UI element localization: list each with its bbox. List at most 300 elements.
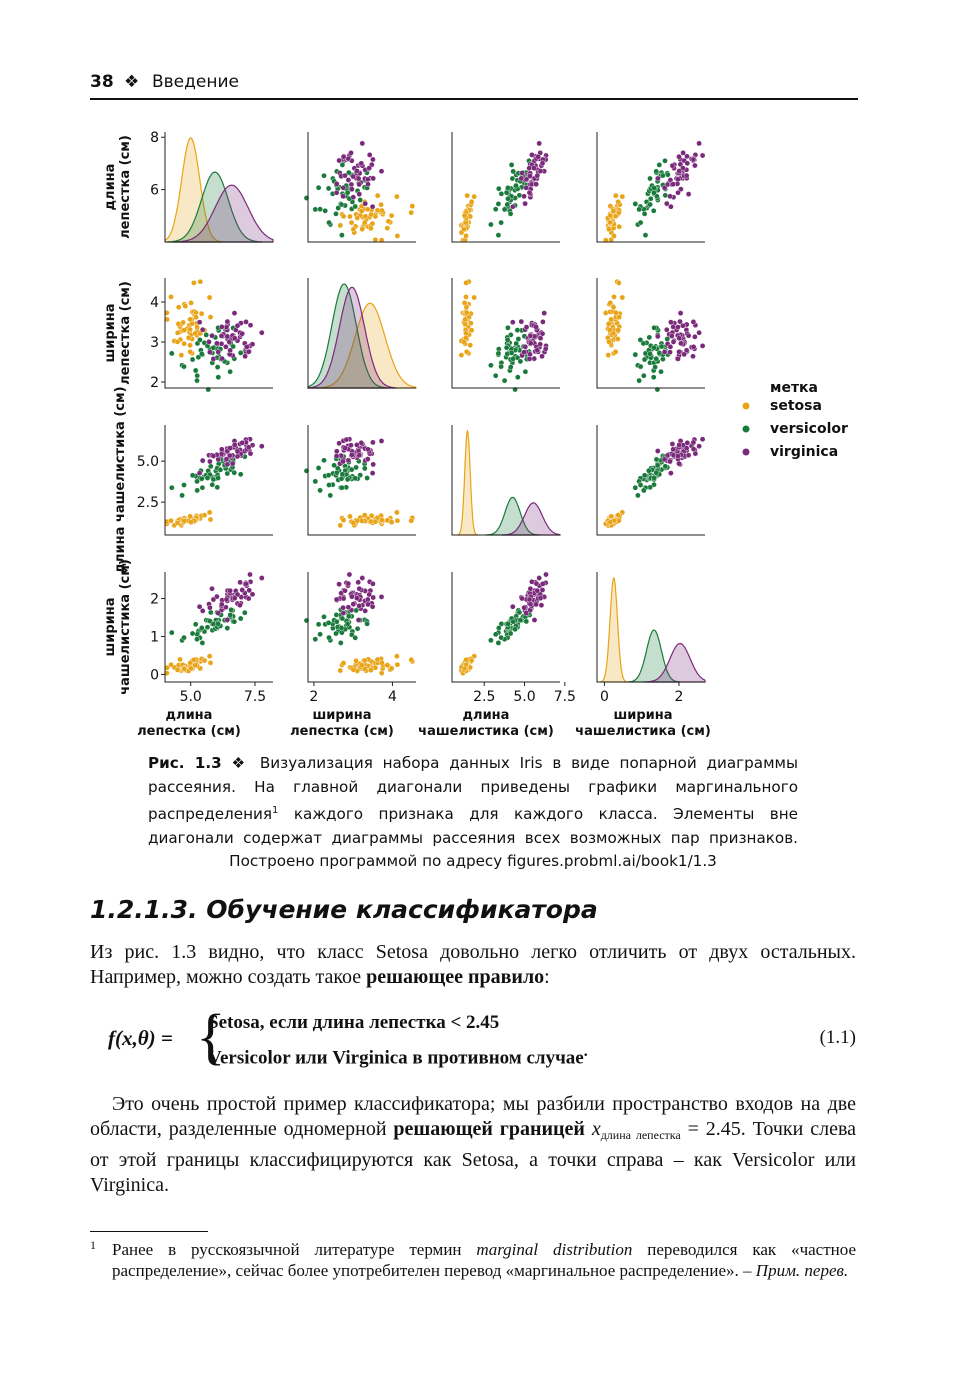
point-virginica-2-1-23 bbox=[379, 438, 384, 443]
point-virginica-2-3-17 bbox=[670, 441, 675, 446]
point-versicolor-2-3-27 bbox=[655, 463, 660, 468]
point-virginica-1-0-48 bbox=[211, 356, 216, 361]
point-setosa-0-1-47 bbox=[395, 233, 400, 238]
point-virginica-0-3-39 bbox=[681, 150, 686, 155]
point-virginica-3-2-34 bbox=[532, 617, 537, 622]
point-virginica-2-1-8 bbox=[344, 437, 349, 442]
point-virginica-1-3-49 bbox=[677, 336, 682, 341]
point-versicolor-3-0-41 bbox=[199, 625, 204, 630]
point-virginica-2-3-29 bbox=[662, 457, 667, 462]
point-setosa-1-3-34 bbox=[617, 315, 622, 320]
point-setosa-1-2-47 bbox=[463, 294, 468, 299]
point-setosa-1-2-38 bbox=[464, 349, 469, 354]
point-versicolor-3-2-15 bbox=[496, 625, 501, 630]
point-versicolor-1-3-35 bbox=[653, 365, 658, 370]
point-versicolor-0-1-44 bbox=[326, 220, 331, 225]
equation-brace: { bbox=[196, 1003, 226, 1071]
point-virginica-0-1-10 bbox=[360, 141, 365, 146]
point-versicolor-3-2-25 bbox=[517, 610, 522, 615]
point-setosa-2-1-46 bbox=[409, 518, 414, 523]
ytick-label-1-2: 4 bbox=[150, 295, 159, 311]
point-virginica-1-0-29 bbox=[216, 349, 221, 354]
xlabel-0-0: длина bbox=[165, 708, 213, 723]
point-virginica-2-3-44 bbox=[667, 459, 672, 464]
point-versicolor-3-0-44 bbox=[181, 635, 186, 640]
point-virginica-0-1-25 bbox=[367, 166, 372, 171]
point-virginica-1-2-8 bbox=[543, 346, 548, 351]
point-versicolor-2-3-34 bbox=[642, 473, 647, 478]
point-setosa-1-0-36 bbox=[176, 305, 181, 310]
point-virginica-2-1-16 bbox=[346, 458, 351, 463]
point-versicolor-2-1-48 bbox=[365, 475, 370, 480]
point-setosa-0-1-25 bbox=[375, 193, 380, 198]
caption-text-2: каждого признака для каждого класса. Элементы вне диагонали содержат диаграммы рассеяния всех возможных пар признаков. Построено программой по адресу figures.probml.ai/book1/1.3 bbox=[148, 805, 798, 871]
point-versicolor-1-0-19 bbox=[193, 368, 198, 373]
point-virginica-1-0-49 bbox=[232, 336, 237, 341]
point-versicolor-2-0-48 bbox=[216, 475, 221, 480]
point-setosa-3-1-22 bbox=[394, 654, 399, 659]
point-versicolor-2-0-42 bbox=[194, 479, 199, 484]
point-setosa-0-1-41 bbox=[349, 220, 354, 225]
ylabel-0-1: лепестка (см) bbox=[118, 135, 133, 239]
point-versicolor-0-2-49 bbox=[511, 169, 516, 174]
equation-number: (1.1) bbox=[819, 1027, 856, 1048]
paragraph-1 bbox=[90, 940, 856, 990]
point-versicolor-2-1-27 bbox=[332, 463, 337, 468]
point-virginica-3-1-40 bbox=[341, 596, 346, 601]
point-virginica-2-3-49 bbox=[677, 442, 682, 447]
point-setosa-2-3-46 bbox=[616, 518, 621, 523]
point-virginica-1-0-41 bbox=[243, 319, 248, 324]
point-versicolor-1-2-31 bbox=[505, 337, 510, 342]
point-virginica-0-2-49 bbox=[538, 168, 543, 173]
point-virginica-0-1-40 bbox=[341, 154, 346, 159]
point-versicolor-0-3-46 bbox=[657, 162, 662, 167]
point-virginica-2-1-41 bbox=[370, 440, 375, 445]
point-versicolor-0-3-41 bbox=[648, 202, 653, 207]
point-virginica-1-3-47 bbox=[686, 333, 691, 338]
point-setosa-1-0-49 bbox=[188, 300, 193, 305]
point-virginica-0-1-39 bbox=[348, 150, 353, 155]
point-versicolor-3-1-47 bbox=[345, 621, 350, 626]
point-virginica-1-3-4 bbox=[700, 343, 705, 348]
point-setosa-3-1-38 bbox=[341, 660, 346, 665]
iris-pairplot bbox=[90, 120, 880, 745]
point-setosa-0-2-47 bbox=[463, 233, 468, 238]
point-virginica-0-3-34 bbox=[655, 176, 660, 181]
point-setosa-0-3-25 bbox=[613, 193, 618, 198]
point-virginica-3-1-29 bbox=[341, 611, 346, 616]
point-setosa-1-0-34 bbox=[194, 315, 199, 320]
point-setosa-0-1-17 bbox=[386, 219, 391, 224]
point-virginica-0-1-19 bbox=[334, 181, 339, 186]
point-setosa-0-1-0 bbox=[410, 204, 415, 209]
point-versicolor-3-0-49 bbox=[232, 619, 237, 624]
point-versicolor-2-3-37 bbox=[646, 468, 651, 473]
point-setosa-3-1-5 bbox=[338, 668, 343, 673]
point-virginica-0-1-21 bbox=[337, 158, 342, 163]
point-setosa-0-1-45 bbox=[351, 227, 356, 232]
point-versicolor-3-0-24 bbox=[169, 630, 174, 635]
point-virginica-1-2-44 bbox=[522, 350, 527, 355]
point-versicolor-0-1-19 bbox=[323, 208, 328, 213]
point-versicolor-0-2-42 bbox=[502, 207, 507, 212]
point-setosa-1-3-32 bbox=[613, 310, 618, 315]
point-versicolor-2-0-44 bbox=[181, 482, 186, 487]
point-versicolor-1-3-26 bbox=[659, 344, 664, 349]
ylabel-1-1: лепестка (см) bbox=[118, 281, 133, 385]
xtick-label-2-2: 7.5 bbox=[553, 689, 576, 705]
point-virginica-0-2-38 bbox=[534, 182, 539, 187]
point-versicolor-3-1-35 bbox=[326, 620, 331, 625]
ytick-label-3-1: 1 bbox=[150, 629, 159, 646]
point-virginica-2-1-38 bbox=[365, 447, 370, 452]
point-setosa-1-0-30 bbox=[199, 311, 204, 316]
footnote-italic-term: marginal distribution bbox=[476, 1240, 633, 1259]
point-virginica-3-2-49 bbox=[538, 596, 543, 601]
point-versicolor-2-3-48 bbox=[652, 475, 657, 480]
point-versicolor-0-2-29 bbox=[493, 207, 498, 212]
point-setosa-1-0-27 bbox=[175, 330, 180, 335]
point-versicolor-0-2-47 bbox=[504, 190, 509, 195]
point-virginica-1-0-24 bbox=[248, 323, 253, 328]
point-versicolor-1-0-41 bbox=[199, 351, 204, 356]
ylabel-1-0: ширина bbox=[103, 303, 118, 363]
point-versicolor-3-0-19 bbox=[193, 622, 198, 627]
point-virginica-2-0-30 bbox=[197, 471, 202, 476]
point-virginica-2-3-4 bbox=[700, 437, 705, 442]
point-versicolor-3-2-29 bbox=[493, 632, 498, 637]
point-virginica-2-0-42 bbox=[227, 453, 232, 458]
point-virginica-0-3-4 bbox=[700, 153, 705, 158]
point-versicolor-3-0-48 bbox=[216, 621, 221, 626]
point-virginica-3-2-29 bbox=[524, 611, 529, 616]
point-virginica-2-1-21 bbox=[337, 441, 342, 446]
point-virginica-2-0-43 bbox=[228, 446, 233, 451]
point-virginica-1-0-38 bbox=[219, 324, 224, 329]
para1-text-b: : bbox=[544, 966, 550, 988]
legend-marker-setosa bbox=[743, 403, 750, 410]
point-setosa-1-0-14 bbox=[189, 321, 194, 326]
point-virginica-1-0-46 bbox=[240, 331, 245, 336]
point-versicolor-3-0-42 bbox=[194, 637, 199, 642]
point-versicolor-2-0-41 bbox=[199, 476, 204, 481]
point-virginica-0-2-35 bbox=[520, 170, 525, 175]
point-versicolor-1-0-42 bbox=[194, 378, 199, 383]
point-virginica-2-0-10 bbox=[259, 444, 264, 449]
point-versicolor-2-3-15 bbox=[648, 485, 653, 490]
point-versicolor-0-3-48 bbox=[652, 185, 657, 190]
point-virginica-1-0-37 bbox=[206, 339, 211, 344]
point-virginica-2-3-38 bbox=[671, 447, 676, 452]
point-virginica-1-3-26 bbox=[664, 327, 669, 332]
point-versicolor-0-3-47 bbox=[651, 190, 656, 195]
point-setosa-0-1-14 bbox=[369, 212, 374, 217]
point-virginica-2-1-43 bbox=[342, 446, 347, 451]
point-setosa-3-0-25 bbox=[208, 660, 213, 665]
point-setosa-3-0-47 bbox=[168, 662, 173, 667]
point-setosa-0-3-46 bbox=[616, 210, 621, 215]
point-versicolor-1-0-34 bbox=[190, 357, 195, 362]
point-versicolor-1-0-3 bbox=[216, 375, 221, 380]
point-setosa-1-3-45 bbox=[606, 339, 611, 344]
point-virginica-3-2-30 bbox=[510, 604, 515, 609]
point-virginica-3-0-30 bbox=[197, 604, 202, 609]
point-versicolor-2-1-49 bbox=[334, 470, 339, 475]
point-virginica-3-0-33 bbox=[224, 597, 229, 602]
point-virginica-3-0-10 bbox=[259, 575, 264, 580]
point-virginica-1-3-43 bbox=[684, 348, 689, 353]
point-versicolor-3-0-45 bbox=[205, 625, 210, 630]
point-virginica-3-1-45 bbox=[349, 594, 354, 599]
point-versicolor-2-1-24 bbox=[339, 485, 344, 490]
point-virginica-0-1-45 bbox=[349, 187, 354, 192]
footnote bbox=[90, 1239, 856, 1281]
point-virginica-3-1-16 bbox=[346, 605, 351, 610]
point-setosa-2-3-49 bbox=[608, 520, 613, 525]
point-virginica-2-3-36 bbox=[691, 447, 696, 452]
point-setosa-3-1-34 bbox=[375, 657, 380, 662]
point-virginica-0-3-7 bbox=[692, 163, 697, 168]
point-setosa-3-1-40 bbox=[373, 665, 378, 670]
ytick-label-1-0: 2 bbox=[150, 375, 159, 391]
point-setosa-3-1-43 bbox=[359, 663, 364, 668]
equation-case-2-wrap bbox=[208, 1043, 588, 1069]
point-versicolor-1-0-44 bbox=[181, 364, 186, 369]
point-virginica-2-3-10 bbox=[697, 444, 702, 449]
point-virginica-1-3-29 bbox=[662, 349, 667, 354]
point-versicolor-1-0-24 bbox=[169, 351, 174, 356]
point-virginica-3-2-43 bbox=[535, 588, 540, 593]
point-virginica-1-3-36 bbox=[691, 344, 696, 349]
point-virginica-3-1-44 bbox=[341, 605, 346, 610]
point-setosa-0-3-43 bbox=[611, 209, 616, 214]
point-versicolor-2-3-29 bbox=[641, 488, 646, 493]
point-setosa-3-2-48 bbox=[469, 658, 474, 663]
point-virginica-1-0-36 bbox=[244, 344, 249, 349]
point-versicolor-2-0-4 bbox=[200, 485, 205, 490]
point-virginica-1-3-33 bbox=[675, 325, 680, 330]
point-setosa-1-0-29 bbox=[195, 325, 200, 330]
point-virginica-3-1-7 bbox=[356, 580, 361, 585]
point-versicolor-2-1-36 bbox=[321, 458, 326, 463]
point-versicolor-3-0-46 bbox=[238, 616, 243, 621]
running-head bbox=[90, 70, 858, 100]
point-virginica-3-1-33 bbox=[365, 597, 370, 602]
point-versicolor-0-1-31 bbox=[353, 204, 358, 209]
point-versicolor-1-3-44 bbox=[638, 364, 643, 369]
point-virginica-1-0-2 bbox=[219, 341, 224, 346]
point-versicolor-3-1-34 bbox=[333, 631, 338, 636]
point-virginica-0-1-37 bbox=[351, 195, 356, 200]
point-setosa-1-3-49 bbox=[608, 300, 613, 305]
xtick-label-0-0: 5.0 bbox=[179, 689, 202, 705]
point-virginica-1-0-18 bbox=[227, 339, 232, 344]
point-versicolor-1-0-47 bbox=[211, 345, 216, 350]
point-versicolor-0-1-11 bbox=[358, 197, 363, 202]
point-versicolor-2-0-45 bbox=[205, 475, 210, 480]
point-setosa-1-0-45 bbox=[175, 339, 180, 344]
point-versicolor-1-2-23 bbox=[515, 328, 520, 333]
point-virginica-1-2-16 bbox=[523, 344, 528, 349]
footnote-rule bbox=[90, 1231, 208, 1232]
point-virginica-1-0-47 bbox=[209, 333, 214, 338]
point-versicolor-2-1-3 bbox=[316, 465, 321, 470]
point-setosa-0-3-12 bbox=[617, 224, 622, 229]
point-setosa-1-2-46 bbox=[464, 280, 469, 285]
point-virginica-1-2-47 bbox=[528, 333, 533, 338]
xlabel-0-1: лепестка (см) bbox=[137, 724, 241, 739]
point-setosa-0-2-49 bbox=[462, 213, 467, 218]
point-virginica-0-1-43 bbox=[342, 173, 347, 178]
point-virginica-2-0-29 bbox=[216, 457, 221, 462]
point-versicolor-0-3-43 bbox=[662, 158, 667, 163]
point-versicolor-3-2-4 bbox=[496, 640, 501, 645]
point-setosa-1-0-39 bbox=[188, 343, 193, 348]
point-virginica-0-1-49 bbox=[354, 168, 359, 173]
xlabel-1-0: ширина bbox=[312, 708, 372, 723]
point-virginica-0-3-48 bbox=[675, 190, 680, 195]
point-versicolor-0-1-46 bbox=[340, 162, 345, 167]
point-virginica-3-1-26 bbox=[363, 608, 368, 613]
point-virginica-1-2-38 bbox=[534, 324, 539, 329]
point-versicolor-1-2-36 bbox=[523, 369, 528, 374]
point-virginica-0-3-49 bbox=[677, 168, 682, 173]
point-versicolor-3-2-37 bbox=[513, 627, 518, 632]
point-setosa-0-1-5 bbox=[338, 223, 343, 228]
point-virginica-0-1-47 bbox=[357, 192, 362, 197]
point-versicolor-0-2-30 bbox=[513, 183, 518, 188]
point-versicolor-3-0-25 bbox=[208, 610, 213, 615]
point-virginica-1-3-21 bbox=[690, 354, 695, 359]
point-versicolor-0-3-25 bbox=[663, 193, 668, 198]
point-versicolor-2-3-44 bbox=[638, 482, 643, 487]
point-virginica-0-1-26 bbox=[363, 201, 368, 206]
point-setosa-0-2-45 bbox=[461, 227, 466, 232]
point-versicolor-2-0-29 bbox=[195, 488, 200, 493]
legend-marker-versicolor bbox=[743, 426, 750, 433]
point-versicolor-3-1-26 bbox=[346, 614, 351, 619]
point-setosa-3-1-45 bbox=[351, 667, 356, 672]
caption-diamond-icon: ❖ bbox=[231, 754, 251, 772]
point-setosa-1-2-40 bbox=[463, 317, 468, 322]
point-virginica-1-0-16 bbox=[223, 344, 228, 349]
point-virginica-0-1-16 bbox=[346, 177, 351, 182]
point-setosa-2-1-45 bbox=[351, 520, 356, 525]
point-virginica-3-2-46 bbox=[540, 587, 545, 592]
point-versicolor-3-1-31 bbox=[353, 635, 358, 640]
diamond-icon: ❖ bbox=[124, 72, 140, 92]
point-setosa-3-0-12 bbox=[177, 657, 182, 662]
point-setosa-1-3-15 bbox=[615, 336, 620, 341]
point-setosa-1-2-49 bbox=[462, 300, 467, 305]
point-virginica-1-3-7 bbox=[692, 334, 697, 339]
point-virginica-2-0-44 bbox=[207, 459, 212, 464]
point-virginica-1-2-48 bbox=[527, 356, 532, 361]
point-virginica-0-3-46 bbox=[685, 161, 690, 166]
legend-label-setosa: setosa bbox=[770, 398, 822, 414]
point-setosa-1-2-5 bbox=[459, 353, 464, 358]
point-versicolor-1-0-36 bbox=[228, 369, 233, 374]
point-versicolor-0-1-35 bbox=[326, 186, 331, 191]
point-virginica-2-3-41 bbox=[691, 440, 696, 445]
point-setosa-0-1-30 bbox=[379, 202, 384, 207]
point-virginica-1-3-34 bbox=[655, 334, 660, 339]
kde-setosa-2 bbox=[458, 431, 477, 535]
point-versicolor-3-2-27 bbox=[518, 618, 523, 623]
point-versicolor-1-0-11 bbox=[204, 332, 209, 337]
xlabel-2-1: чашелистика (см) bbox=[418, 724, 554, 739]
point-virginica-0-3-47 bbox=[686, 192, 691, 197]
point-versicolor-2-3-25 bbox=[663, 464, 668, 469]
point-versicolor-1-3-48 bbox=[652, 325, 657, 330]
point-setosa-0-1-42 bbox=[362, 220, 367, 225]
point-virginica-0-3-30 bbox=[668, 204, 673, 209]
point-virginica-0-3-38 bbox=[671, 182, 676, 187]
point-virginica-2-3-46 bbox=[685, 440, 690, 445]
point-virginica-0-1-41 bbox=[370, 157, 375, 162]
point-versicolor-0-3-34 bbox=[642, 211, 647, 216]
point-setosa-2-1-48 bbox=[362, 513, 367, 518]
point-versicolor-2-0-13 bbox=[180, 493, 185, 498]
xtick-label-1-0: 2 bbox=[309, 689, 319, 705]
point-setosa-1-0-41 bbox=[182, 341, 187, 346]
point-virginica-0-1-34 bbox=[356, 176, 361, 181]
point-virginica-3-1-48 bbox=[334, 597, 339, 602]
point-virginica-0-1-29 bbox=[341, 185, 346, 190]
point-virginica-1-0-33 bbox=[224, 325, 229, 330]
point-setosa-3-0-22 bbox=[207, 654, 212, 659]
point-setosa-1-3-43 bbox=[611, 331, 616, 336]
point-setosa-1-3-5 bbox=[606, 353, 611, 358]
point-virginica-2-0-35 bbox=[230, 461, 235, 466]
point-setosa-2-1-38 bbox=[341, 518, 346, 523]
point-virginica-0-2-25 bbox=[531, 166, 536, 171]
point-virginica-1-3-32 bbox=[677, 319, 682, 324]
footnote-text-b: переводился как «частное распределение», сейчас более употребителен перевод «маргинальное распределение». – bbox=[112, 1240, 856, 1280]
point-virginica-1-0-40 bbox=[246, 349, 251, 354]
point-setosa-1-0-46 bbox=[191, 280, 196, 285]
point-virginica-3-1-27 bbox=[357, 603, 362, 608]
point-setosa-3-1-49 bbox=[389, 666, 394, 671]
point-virginica-3-2-44 bbox=[522, 605, 527, 610]
point-setosa-1-0-33 bbox=[176, 321, 181, 326]
point-versicolor-3-2-13 bbox=[488, 638, 493, 643]
point-versicolor-3-1-3 bbox=[316, 622, 321, 627]
point-virginica-2-0-25 bbox=[235, 449, 240, 454]
point-virginica-2-0-24 bbox=[248, 451, 253, 456]
point-versicolor-3-0-34 bbox=[190, 631, 195, 636]
point-versicolor-0-1-3 bbox=[316, 185, 321, 190]
para2-subscript: длина лепестка bbox=[600, 1128, 681, 1142]
point-setosa-2-0-48 bbox=[202, 513, 207, 518]
point-virginica-0-2-10 bbox=[537, 141, 542, 146]
point-virginica-1-2-19 bbox=[532, 356, 537, 361]
point-versicolor-0-1-41 bbox=[339, 202, 344, 207]
point-setosa-0-1-27 bbox=[360, 227, 365, 232]
point-setosa-1-0-17 bbox=[183, 304, 188, 309]
equation-case-1: Setosa, если длина лепестка < 2.45 bbox=[208, 1012, 500, 1033]
point-virginica-2-0-32 bbox=[225, 462, 230, 467]
equation-period: . bbox=[583, 1043, 588, 1060]
point-setosa-0-1-38 bbox=[341, 214, 346, 219]
point-versicolor-3-0-47 bbox=[211, 621, 216, 626]
ylabel-3-0: ширина bbox=[103, 597, 118, 657]
point-setosa-0-1-20 bbox=[363, 214, 368, 219]
ylabel-0-0: длина bbox=[103, 163, 118, 211]
point-virginica-3-1-43 bbox=[342, 588, 347, 593]
equation-case-2: Versicolor или Virginica в противном случае bbox=[208, 1047, 584, 1069]
